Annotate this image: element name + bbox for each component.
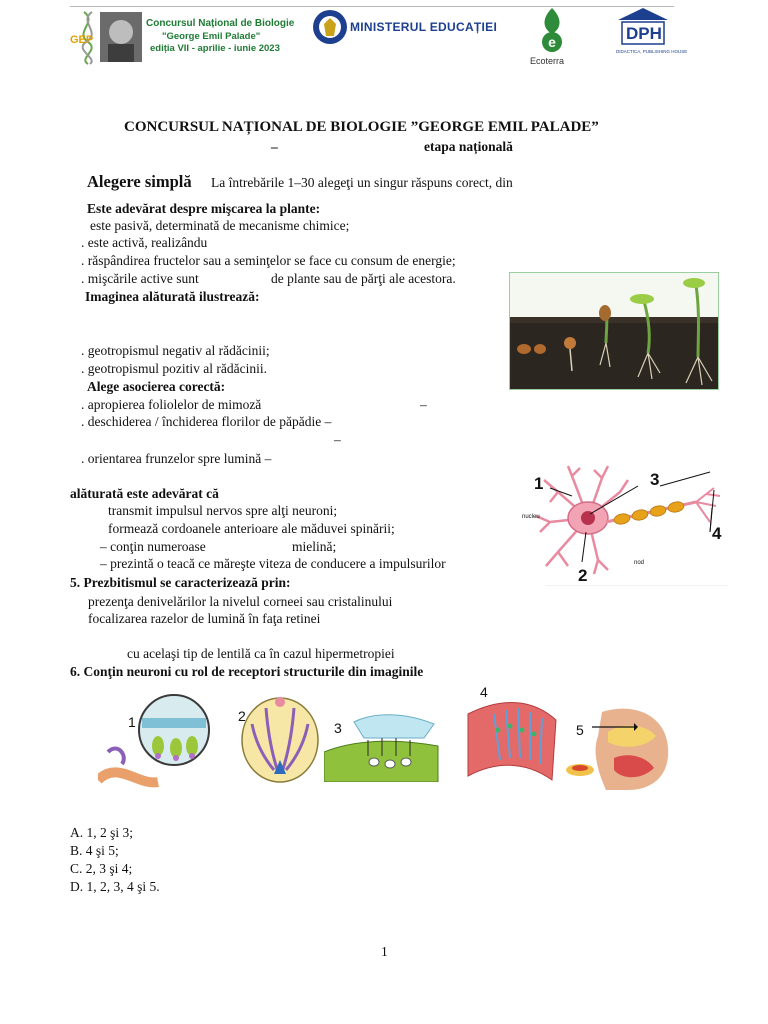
q6-image-2-taste-bud	[238, 694, 322, 786]
section-instruction: La întrebările 1–30 alegeţi un singur răspuns corect, din	[211, 175, 513, 190]
section-heading: Alegere simplă	[87, 172, 192, 191]
ecoterra-logo	[528, 6, 578, 70]
dph-subtitle: DIDACTICA, PUBLISHING HOUSE	[616, 49, 688, 54]
q2-question: Imaginea alăturată ilustrează:	[85, 289, 260, 304]
neuron-label-1: 1	[534, 474, 544, 493]
page-title: CONCURSUL NAȚIONAL DE BIOLOGIE ”GEORGE EMIL PALADE”	[124, 119, 599, 135]
q4-question: alăturată este adevărat că	[70, 486, 219, 501]
q6-answer-d: D. 1, 2, 3, 4 şi 5.	[70, 879, 160, 894]
dph-mark: DPH	[626, 24, 662, 43]
gep-mark: GEP	[70, 34, 94, 46]
q6-image-1-inner-ear	[98, 690, 218, 794]
neuron-label-2: 2	[578, 566, 588, 585]
q6-image-label-3: 3	[334, 720, 342, 736]
ecoterra-leaf-icon	[532, 6, 572, 54]
contest-logo-line3: ediția VII - aprilie - iunie 2023	[150, 43, 280, 54]
page-number: 1	[381, 944, 388, 959]
q1-option-c: . răspândirea fructelor sau a seminţelor se face cu consum de energie;	[81, 253, 456, 268]
q5-question: 5. Prezbitismul se caracterizează prin:	[70, 575, 291, 590]
q2-option-2: . geotropismul pozitiv al rădăcinii.	[81, 361, 267, 376]
q4-option-c-part2: mielină;	[292, 539, 337, 554]
neuron-label-nod: nod	[634, 560, 645, 566]
q6-question: 6. Conţin neuroni cu rol de receptori structurile din imaginile	[70, 664, 424, 679]
ministry-logo	[312, 8, 498, 48]
contest-logo-line1: Concursul Național de Biologie	[146, 18, 295, 29]
q3-question: Alege asocierea corectă:	[87, 379, 226, 394]
q3-option-b: . deschiderea / închiderea florilor de păpădie –	[81, 414, 332, 429]
q4-option-d: – prezintă o teacă ce măreşte viteza de conducere a impulsurilor	[100, 556, 446, 571]
svg-text:e: e	[548, 34, 556, 50]
neuron-label-3: 3	[650, 470, 660, 489]
q3-option-b-dash: –	[334, 432, 341, 447]
q4-option-b: formează cordoanele anterioare ale măduvei spinării;	[108, 521, 395, 536]
seedling-germination-image	[509, 272, 719, 390]
q3-option-a: . apropierea foliolelor de mimoză	[81, 397, 262, 412]
dph-logo	[614, 6, 688, 58]
seedling-image-graphic	[510, 273, 719, 390]
q3-option-c: . orientarea frunzelor spre lumină –	[81, 451, 272, 466]
q6-images-row	[98, 684, 672, 796]
q3-option-a-dash: –	[420, 397, 427, 412]
header-rule	[70, 6, 674, 7]
ministry-name: MINISTERUL EDUCAȚIEI	[350, 20, 498, 34]
q6-image-label-5: 5	[576, 722, 584, 738]
q5-option-a: prezenţa denivelărilor la nivelul corneei sau cristalinului	[88, 594, 393, 609]
q6-image-3-olfactory-epithelium	[324, 712, 444, 782]
q1-question: Este adevărat despre mişcarea la plante:	[87, 201, 321, 216]
ministry-crest-icon	[312, 8, 348, 46]
q6-answer-b: B. 4 şi 5;	[70, 843, 119, 858]
q6-image-5-pointer-arrow	[592, 720, 638, 734]
neuron-figure	[510, 462, 728, 586]
neuron-label-4: 4	[712, 524, 722, 543]
q1-option-d-part2: de plante sau de părţi ale acestora.	[271, 271, 456, 286]
q2-option-1: . geotropismul negativ al rădăcinii;	[81, 343, 270, 358]
q4-option-c-part1: – conţin numeroase	[100, 539, 206, 554]
q6-answer-a: A. 1, 2 şi 3;	[70, 825, 134, 840]
q1-option-a: este pasivă, determinată de mecanisme chimice;	[90, 218, 350, 233]
q6-image-5-nasal-cavity	[562, 702, 672, 792]
q5-option-d: cu acelaşi tip de lentilă ca în cazul hipermetropiei	[127, 646, 395, 661]
contest-logo-line2: "George Emil Palade"	[162, 31, 261, 42]
q5-option-b: focalizarea razelor de lumină în faţa retinei	[88, 611, 321, 626]
q4-option-a: transmit impulsul nervos spre alţi neuroni;	[108, 503, 338, 518]
q6-image-label-1: 1	[128, 714, 136, 730]
q1-option-b: . este activă, realizându	[81, 235, 208, 250]
contest-logo	[70, 8, 295, 66]
neuron-label-nucleu: nucleu	[522, 514, 540, 520]
q1-option-d-part1: . mişcările active sunt	[81, 271, 199, 286]
q6-image-4-retina	[464, 690, 564, 790]
ecoterra-name: Ecoterra	[530, 56, 565, 66]
q6-image-label-4: 4	[480, 684, 488, 700]
title-stage: etapa națională	[424, 139, 513, 154]
title-dash: –	[271, 139, 278, 154]
q6-image-label-2: 2	[238, 708, 246, 724]
q6-answer-c: C. 2, 3 şi 4;	[70, 861, 133, 876]
